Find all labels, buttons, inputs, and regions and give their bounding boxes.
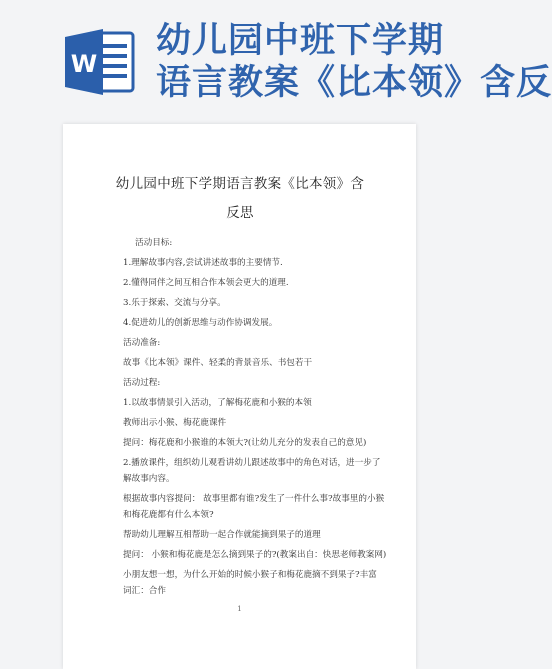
word-document-icon <box>63 27 135 97</box>
document-line: 3.乐于探索、交流与分享。 <box>123 298 226 308</box>
document-title: 幼儿园中班下学期语言教案《比本领》含反思 <box>115 176 365 221</box>
document-line: 故事《比本领》课件、轻柔的背景音乐、书包若干 <box>123 358 313 368</box>
document-line: 解故事内容。 <box>123 474 175 484</box>
banner-title-line-2: 语言教案《比本领》含反 <box>156 63 552 103</box>
document-line: 帮助幼儿理解互相帮助一起合作就能摘到果子的道理 <box>123 530 321 540</box>
document-line: 4.促进幼儿的创新思维与动作协调发展。 <box>123 318 278 328</box>
document-line: 提问：梅花鹿和小猴谁的本领大?(让幼儿充分的发表自己的意见) <box>123 438 367 448</box>
document-line: 词汇：合作 <box>123 586 166 596</box>
page-number: 1 <box>237 605 242 613</box>
document-line: 2.懂得同伴之间互相合作本领会更大的道理. <box>123 278 289 288</box>
document-line: 小朋友想一想，为什么开始的时候小猴子和梅花鹿摘不到果子?丰富 <box>123 570 377 580</box>
document-line: 1.以故事情景引入活动，了解梅花鹿和小猴的本领 <box>123 398 312 408</box>
document-line: 根据故事内容提问： 故事里都有谁?发生了一件什么事?故事里的小猴 <box>123 494 385 504</box>
document-line: 2.播放课件，组织幼儿观看讲幼儿跟述故事中的角色对话，进一步了 <box>123 458 381 468</box>
document-banner <box>0 0 552 118</box>
document-page <box>63 124 416 669</box>
document-line: 活动过程: <box>123 378 161 388</box>
banner-title <box>156 20 552 104</box>
document-line: 活动准备: <box>123 338 161 348</box>
document-line: 和梅花鹿都有什么本领? <box>123 510 214 520</box>
svg-text:W: W <box>70 50 98 78</box>
document-line: 提问： 小猴和梅花鹿是怎么摘到果子的?(教案出自：快思老师教案网) <box>123 550 387 560</box>
document-line: 教师出示小猴、梅花鹿课件 <box>123 418 227 428</box>
document-line: 1.理解故事内容,尝试讲述故事的主要情节. <box>123 258 283 268</box>
banner-title-line-1: 幼儿园中班下学期 <box>156 21 445 61</box>
document-line: 活动目标: <box>135 238 173 248</box>
